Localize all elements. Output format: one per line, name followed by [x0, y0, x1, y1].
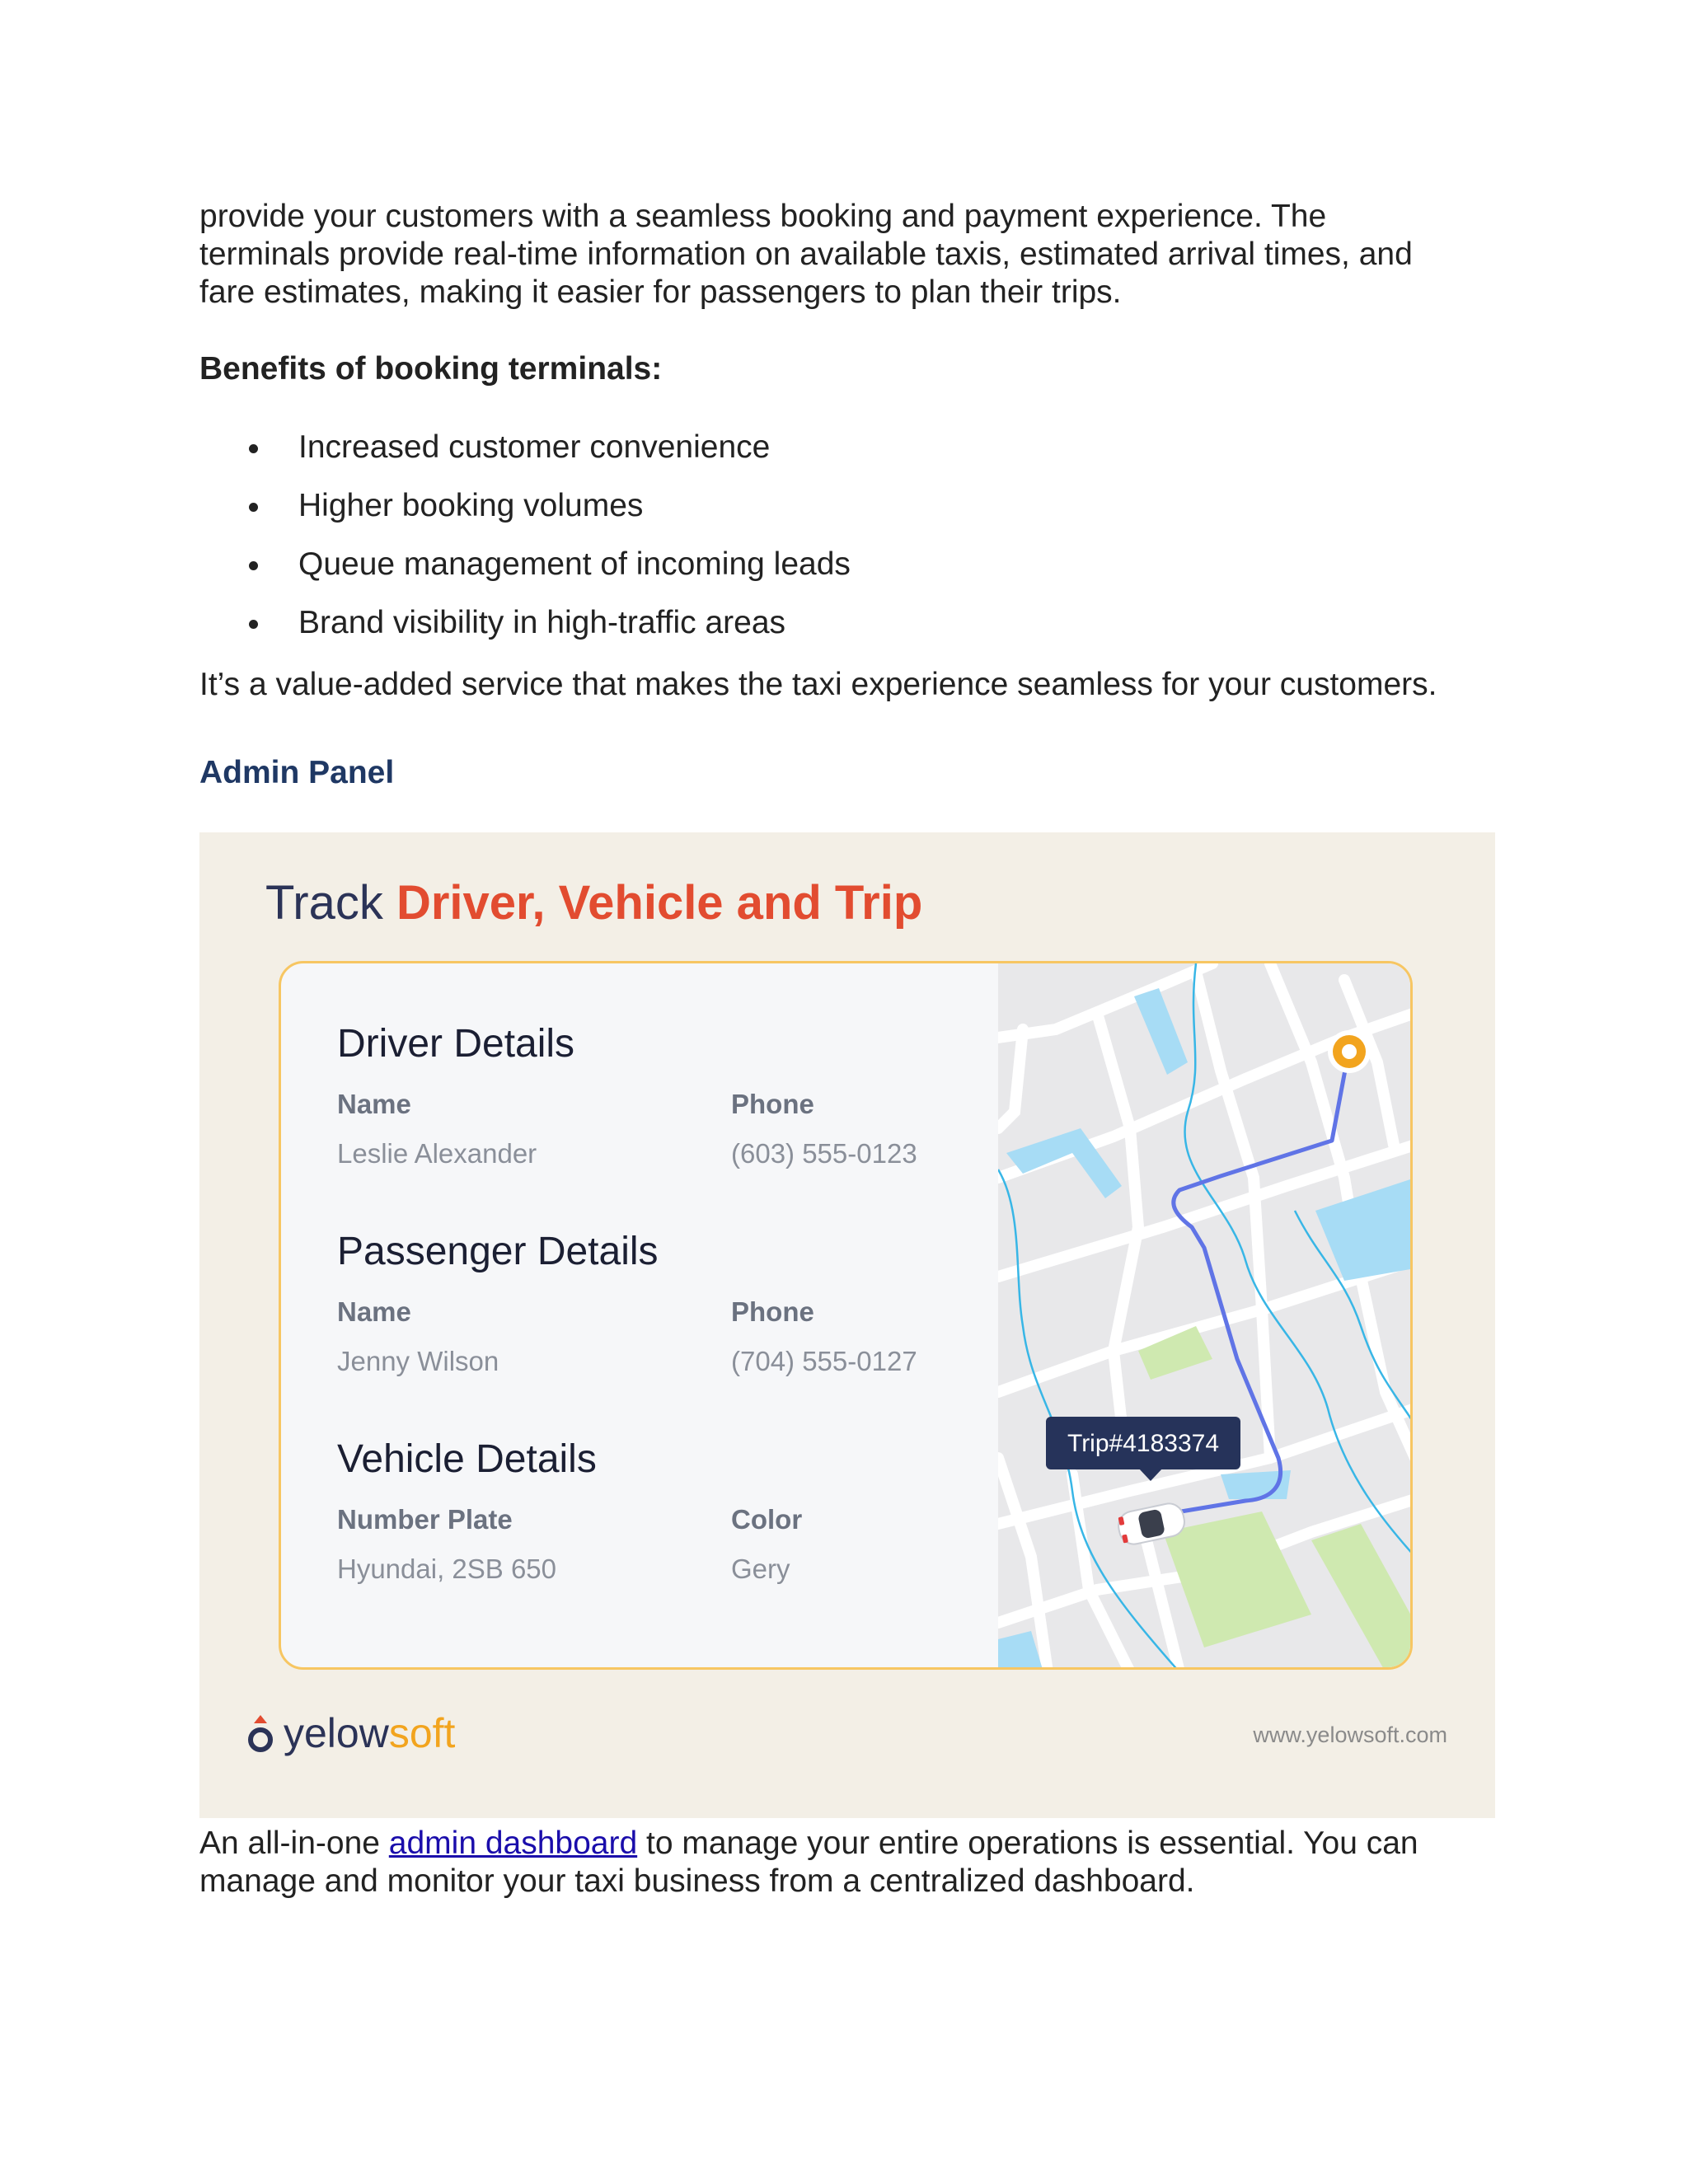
list-item [199, 429, 851, 487]
logo-part-1: yelow [284, 1710, 389, 1756]
benefits-list [199, 429, 851, 663]
closing-paragraph [199, 1825, 1502, 1900]
route-map [998, 963, 1413, 1670]
driver-name-value: Leslie Alexander [337, 1138, 537, 1169]
vehicle-details-title: Vehicle Details [337, 1437, 597, 1481]
closing-line-2: manage and monitor your taxi business from a centralized dashboard. [199, 1863, 1195, 1899]
value-statement: It’s a value-added service that makes the taxi experience seamless for your customers. [199, 667, 1437, 702]
driver-phone-label: Phone [731, 1089, 814, 1119]
destination-pin-icon [1328, 1030, 1371, 1073]
closing-text-before: An all-in-one [199, 1825, 389, 1861]
intro-line-2: terminals provide real-time information on available taxis, estimated arrival times, and [199, 237, 1413, 272]
list-item [199, 487, 851, 546]
trip-label: Trip#4183374 [1067, 1430, 1220, 1457]
admin-dashboard-link[interactable]: admin dashboard [388, 1825, 638, 1861]
banner-url: www.yelowsoft.com [1253, 1722, 1447, 1747]
vehicle-color-value: Gery [731, 1554, 790, 1584]
banner-title-prefix: Track [265, 876, 396, 930]
list-item-text: Queue management of incoming leads [298, 546, 851, 582]
list-item-text: Increased customer convenience [298, 429, 771, 465]
vehicle-color-label: Color [731, 1504, 803, 1535]
driver-name-label: Name [337, 1089, 411, 1119]
bullet-icon [249, 503, 258, 512]
banner-title-accent: Driver, Vehicle and Trip [396, 876, 923, 930]
details-panel [281, 963, 998, 1667]
logo-part-2: soft [388, 1710, 456, 1756]
passenger-name-label: Name [337, 1296, 411, 1327]
logo-wordmark [284, 1709, 455, 1757]
yelowsoft-logo [246, 1709, 455, 1757]
logo-mark-icon [246, 1713, 275, 1753]
intro-line-3: fare estimates, making it easier for passengers to plan their trips. [199, 274, 1122, 310]
list-item-text: Brand visibility in high-traffic areas [298, 605, 786, 640]
closing-text-after: to manage your entire operations is essential. You can [637, 1825, 1418, 1861]
driver-phone-value: (603) 555-0123 [731, 1138, 917, 1169]
passenger-name-value: Jenny Wilson [337, 1346, 499, 1376]
tracking-card [279, 961, 1413, 1670]
bullet-icon [249, 561, 258, 570]
admin-panel-banner [199, 832, 1495, 1818]
list-item-text: Higher booking volumes [298, 488, 644, 523]
list-item [199, 604, 851, 663]
bullet-icon [249, 444, 258, 453]
passenger-details-title: Passenger Details [337, 1230, 659, 1273]
admin-panel-heading: Admin Panel [199, 755, 395, 790]
vehicle-plate-label: Number Plate [337, 1504, 513, 1535]
vehicle-plate-value: Hyundai, 2SB 650 [337, 1554, 557, 1584]
intro-line-1: provide your customers with a seamless booking and payment experience. The [199, 199, 1327, 234]
banner-title [265, 875, 922, 930]
driver-details-title: Driver Details [337, 1022, 575, 1066]
passenger-phone-label: Phone [731, 1296, 814, 1327]
bullet-icon [249, 620, 258, 629]
intro-paragraph [199, 198, 1502, 312]
passenger-phone-value: (704) 555-0127 [731, 1346, 917, 1376]
list-item [199, 546, 851, 604]
benefits-heading: Benefits of booking terminals: [199, 351, 663, 387]
